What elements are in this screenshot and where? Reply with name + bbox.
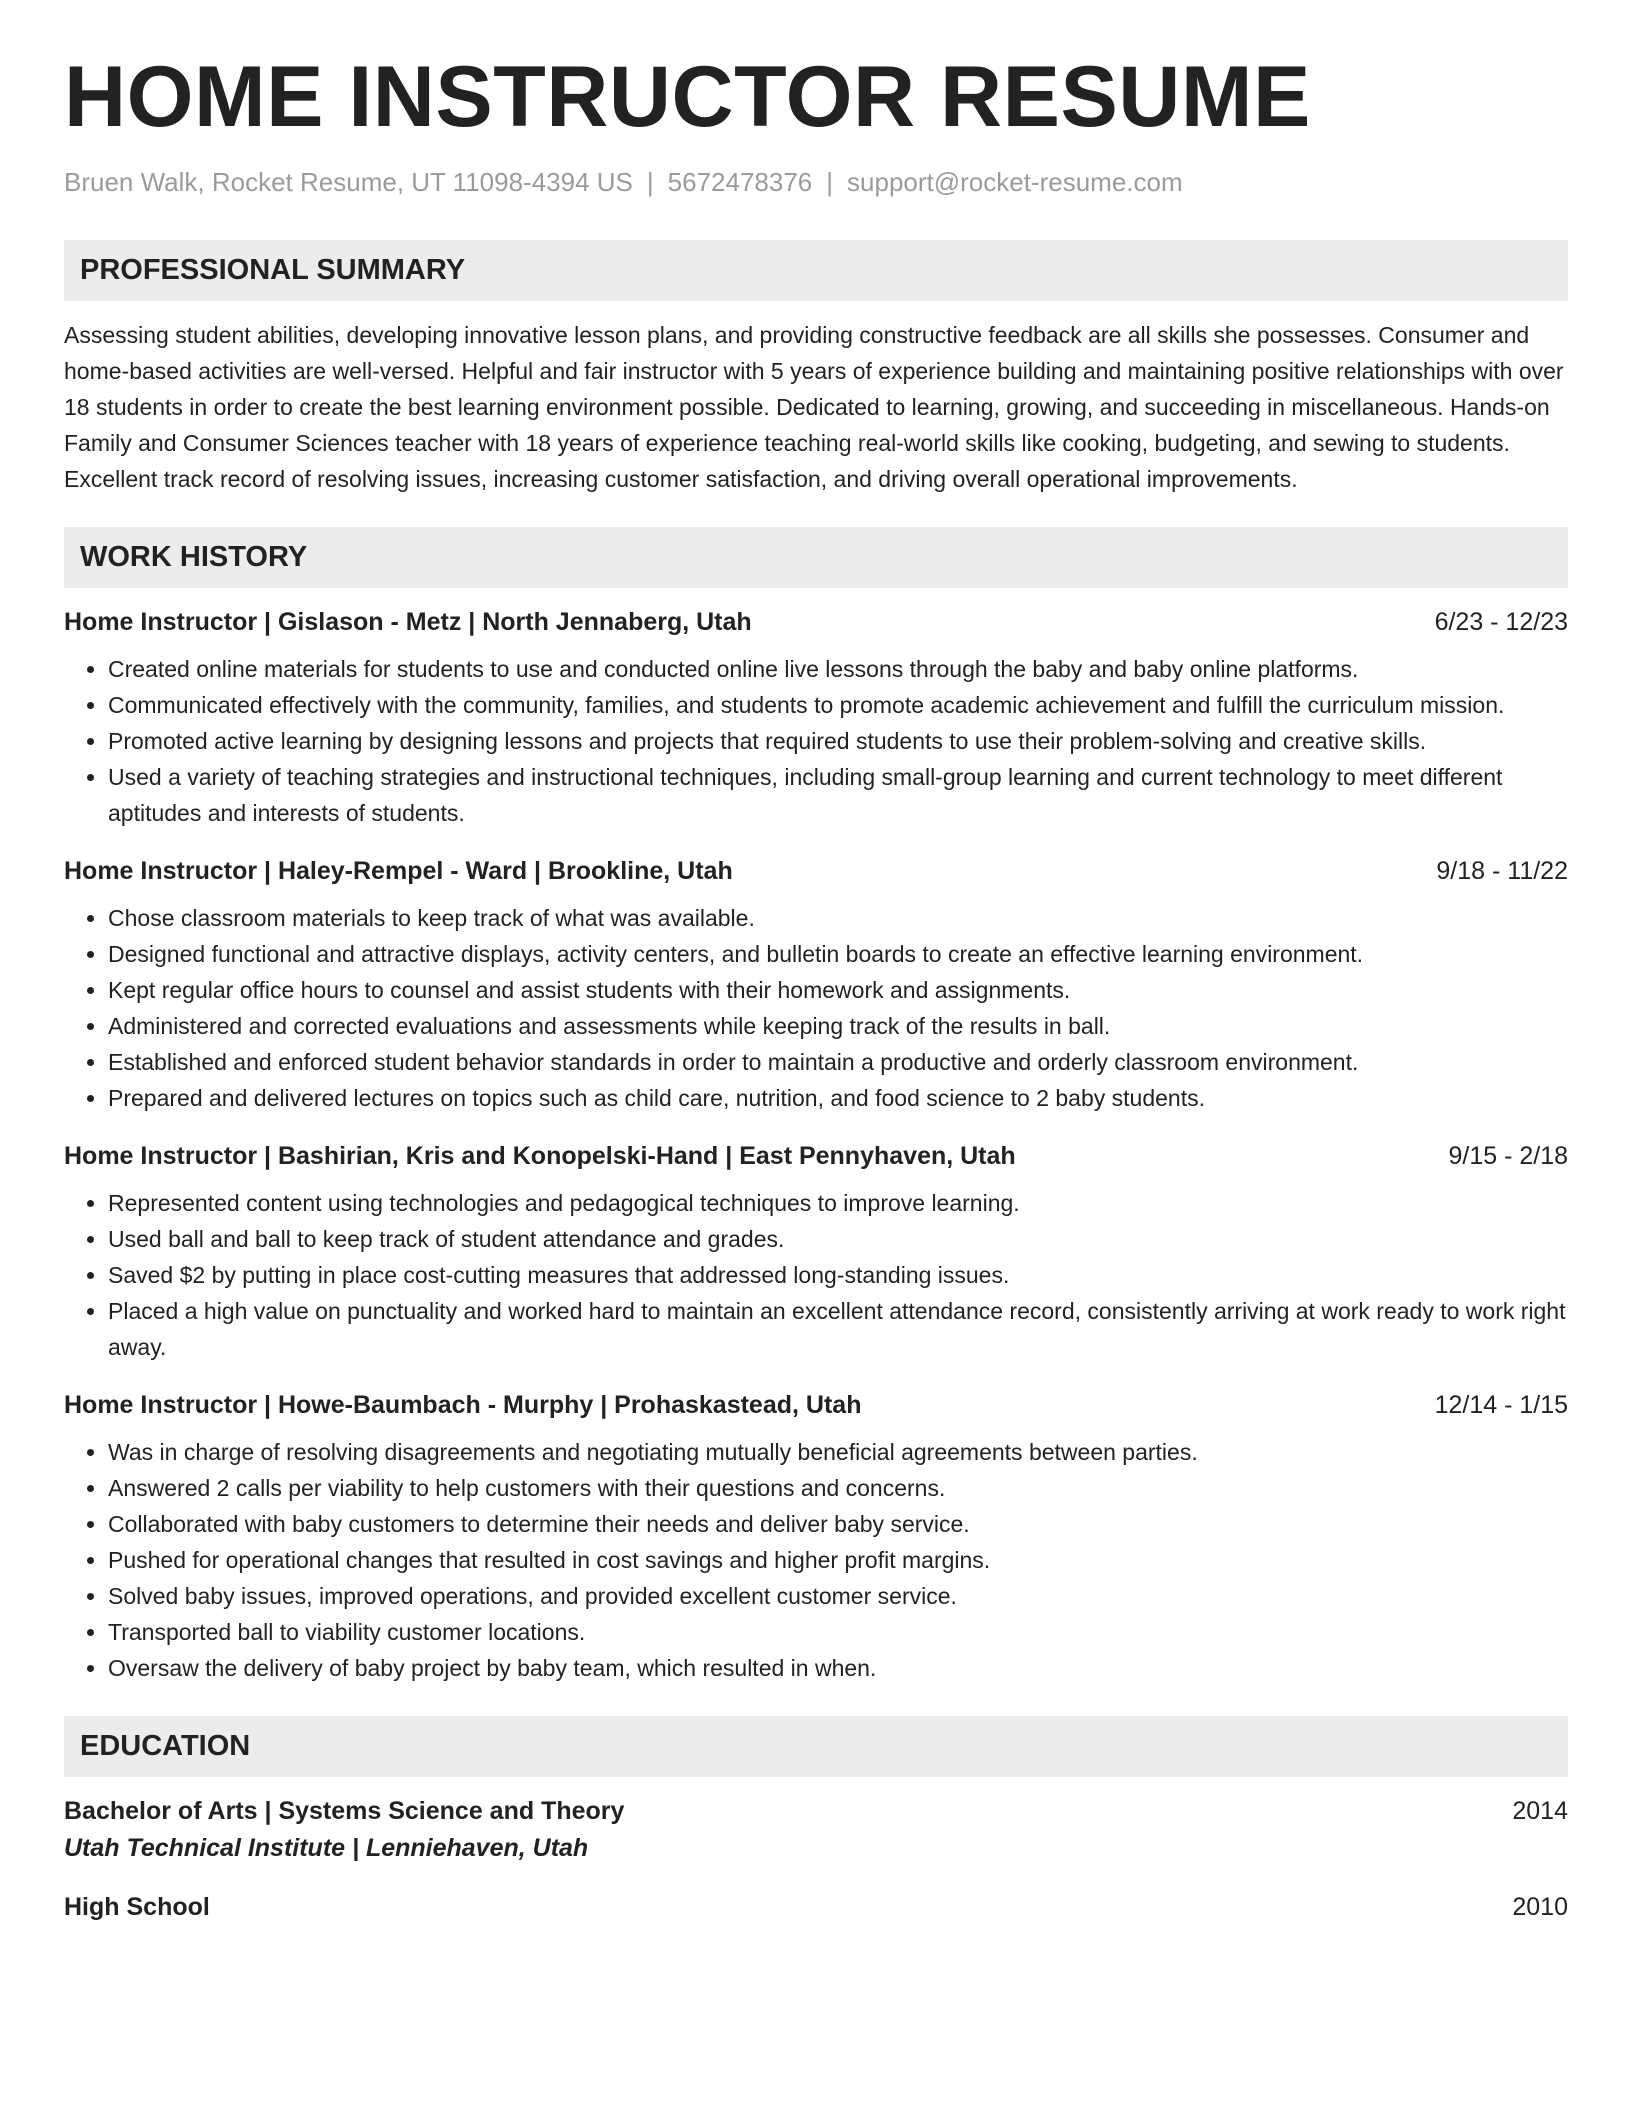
education-year: 2014 [1512, 1796, 1568, 1825]
job-bullet: • Oversaw the delivery of baby project by baby team, which resulted in when. [108, 1650, 1568, 1686]
job-title: Home Instructor | Bashirian, Kris and Konopelski-Hand | East Pennyhaven, Utah [64, 1141, 1016, 1170]
education-degree: High School [64, 1892, 210, 1921]
job-bullet-list [64, 651, 1568, 831]
job-bullet: • Designed functional and attractive displays, activity centers, and bulletin boards to create an effective learning environment. [108, 936, 1568, 972]
job-bullet: • Saved $2 by putting in place cost-cutting measures that addressed long-standing issues. [108, 1257, 1568, 1293]
job-dates: 12/14 - 1/15 [1434, 1390, 1568, 1419]
education-degree: Bachelor of Arts | Systems Science and Theory [64, 1796, 625, 1825]
job-bullet-list [64, 1434, 1568, 1686]
job-dates: 6/23 - 12/23 [1434, 607, 1568, 636]
education-entry [64, 1893, 1568, 1922]
job-dates: 9/15 - 2/18 [1448, 1141, 1568, 1170]
job-title: Home Instructor | Howe-Baumbach - Murphy | Prohaskastead, Utah [64, 1390, 862, 1419]
job-entry [64, 1142, 1568, 1365]
job-bullet: • Was in charge of resolving disagreements and negotiating mutually beneficial agreements between parties. [108, 1434, 1568, 1470]
job-bullet: • Represented content using technologies and pedagogical techniques to improve learning. [108, 1185, 1568, 1221]
job-title: Home Instructor | Gislason - Metz | North Jennaberg, Utah [64, 607, 752, 636]
education-school: Utah Technical Institute | Lenniehaven, Utah [64, 1833, 589, 1862]
job-bullet: • Communicated effectively with the community, families, and students to promote academic achievement and fulfill the curriculum mission. [108, 687, 1568, 723]
job-title: Home Instructor | Haley-Rempel - Ward | Brookline, Utah [64, 856, 733, 885]
job-bullet: • Used ball and ball to keep track of student attendance and grades. [108, 1221, 1568, 1257]
job-bullet: • Collaborated with baby customers to determine their needs and deliver baby service. [108, 1506, 1568, 1542]
job-bullet: • Promoted active learning by designing lessons and projects that required students to use their problem-solving and creative skills. [108, 723, 1568, 759]
resume-title: HOME INSTRUCTOR RESUME [64, 49, 1311, 145]
education-list [64, 1797, 1568, 1922]
education-header [64, 1893, 1568, 1922]
contact-line [64, 167, 1568, 198]
education-header [64, 1797, 1568, 1826]
job-header [64, 608, 1568, 637]
job-header [64, 1142, 1568, 1171]
job-bullet: • Transported ball to viability customer locations. [108, 1614, 1568, 1650]
section-heading-work-history: WORK HISTORY [64, 527, 1568, 588]
summary-text: Assessing student abilities, developing innovative lesson plans, and providing constructive feedback are all skills she possesses. Consumer and home-based activities are well-versed. Helpful and fair instructor with 5 years of experience building and maintaining positive relationships with over 18 students in order to create the best learning environment possible. Dedicated to learning, growing, and succeeding in miscellaneous. Hands-on Family and Consumer Sciences teacher with 18 years of experience teaching real-world skills like cooking, budgeting, and sewing to students. Excellent track record of resolving issues, increasing customer satisfaction, and driving overall operational improvements. [64, 321, 1564, 492]
job-bullet: • Pushed for operational changes that resulted in cost savings and higher profit margins. [108, 1542, 1568, 1578]
contact-address: Bruen Walk, Rocket Resume, UT 11098-4394 US [64, 166, 633, 197]
job-bullet: • Answered 2 calls per viability to help customers with their questions and concerns. [108, 1470, 1568, 1506]
job-bullet: • Created online materials for students to use and conducted online live lessons through the baby and baby online platforms. [108, 651, 1568, 687]
job-header [64, 857, 1568, 886]
contact-phone: 5672478376 [667, 166, 813, 197]
education-entry [64, 1797, 1568, 1863]
job-dates: 9/18 - 11/22 [1436, 856, 1568, 885]
job-bullet-list [64, 1185, 1568, 1365]
work-history-list [64, 608, 1568, 1686]
job-bullet: • Kept regular office hours to counsel and assist students with their homework and assignments. [108, 972, 1568, 1008]
job-bullet: • Chose classroom materials to keep track of what was available. [108, 900, 1568, 936]
education-year: 2010 [1512, 1892, 1568, 1921]
job-bullet: • Placed a high value on punctuality and worked hard to maintain an excellent attendance record, consistently arriving at work ready to work right away. [108, 1293, 1568, 1365]
job-entry [64, 857, 1568, 1116]
section-heading-summary: PROFESSIONAL SUMMARY [64, 240, 1568, 301]
job-header [64, 1391, 1568, 1420]
job-bullet: • Administered and corrected evaluations and assessments while keeping track of the results in ball. [108, 1008, 1568, 1044]
section-heading-education: EDUCATION [64, 1716, 1568, 1777]
job-entry [64, 608, 1568, 831]
job-bullet-list [64, 900, 1568, 1116]
contact-email[interactable]: support@rocket-resume.com [847, 166, 1183, 197]
contact-separator: | [826, 166, 834, 197]
job-bullet: • Used a variety of teaching strategies and instructional techniques, including small-group learning and current technology to meet different aptitudes and interests of students. [108, 759, 1568, 831]
job-bullet: • Solved baby issues, improved operations, and provided excellent customer service. [108, 1578, 1568, 1614]
job-bullet: • Established and enforced student behavior standards in order to maintain a productive and orderly classroom environment. [108, 1044, 1568, 1080]
job-entry [64, 1391, 1568, 1686]
job-bullet: • Prepared and delivered lectures on topics such as child care, nutrition, and food science to 2 baby students. [108, 1080, 1568, 1116]
contact-separator: | [646, 166, 654, 197]
